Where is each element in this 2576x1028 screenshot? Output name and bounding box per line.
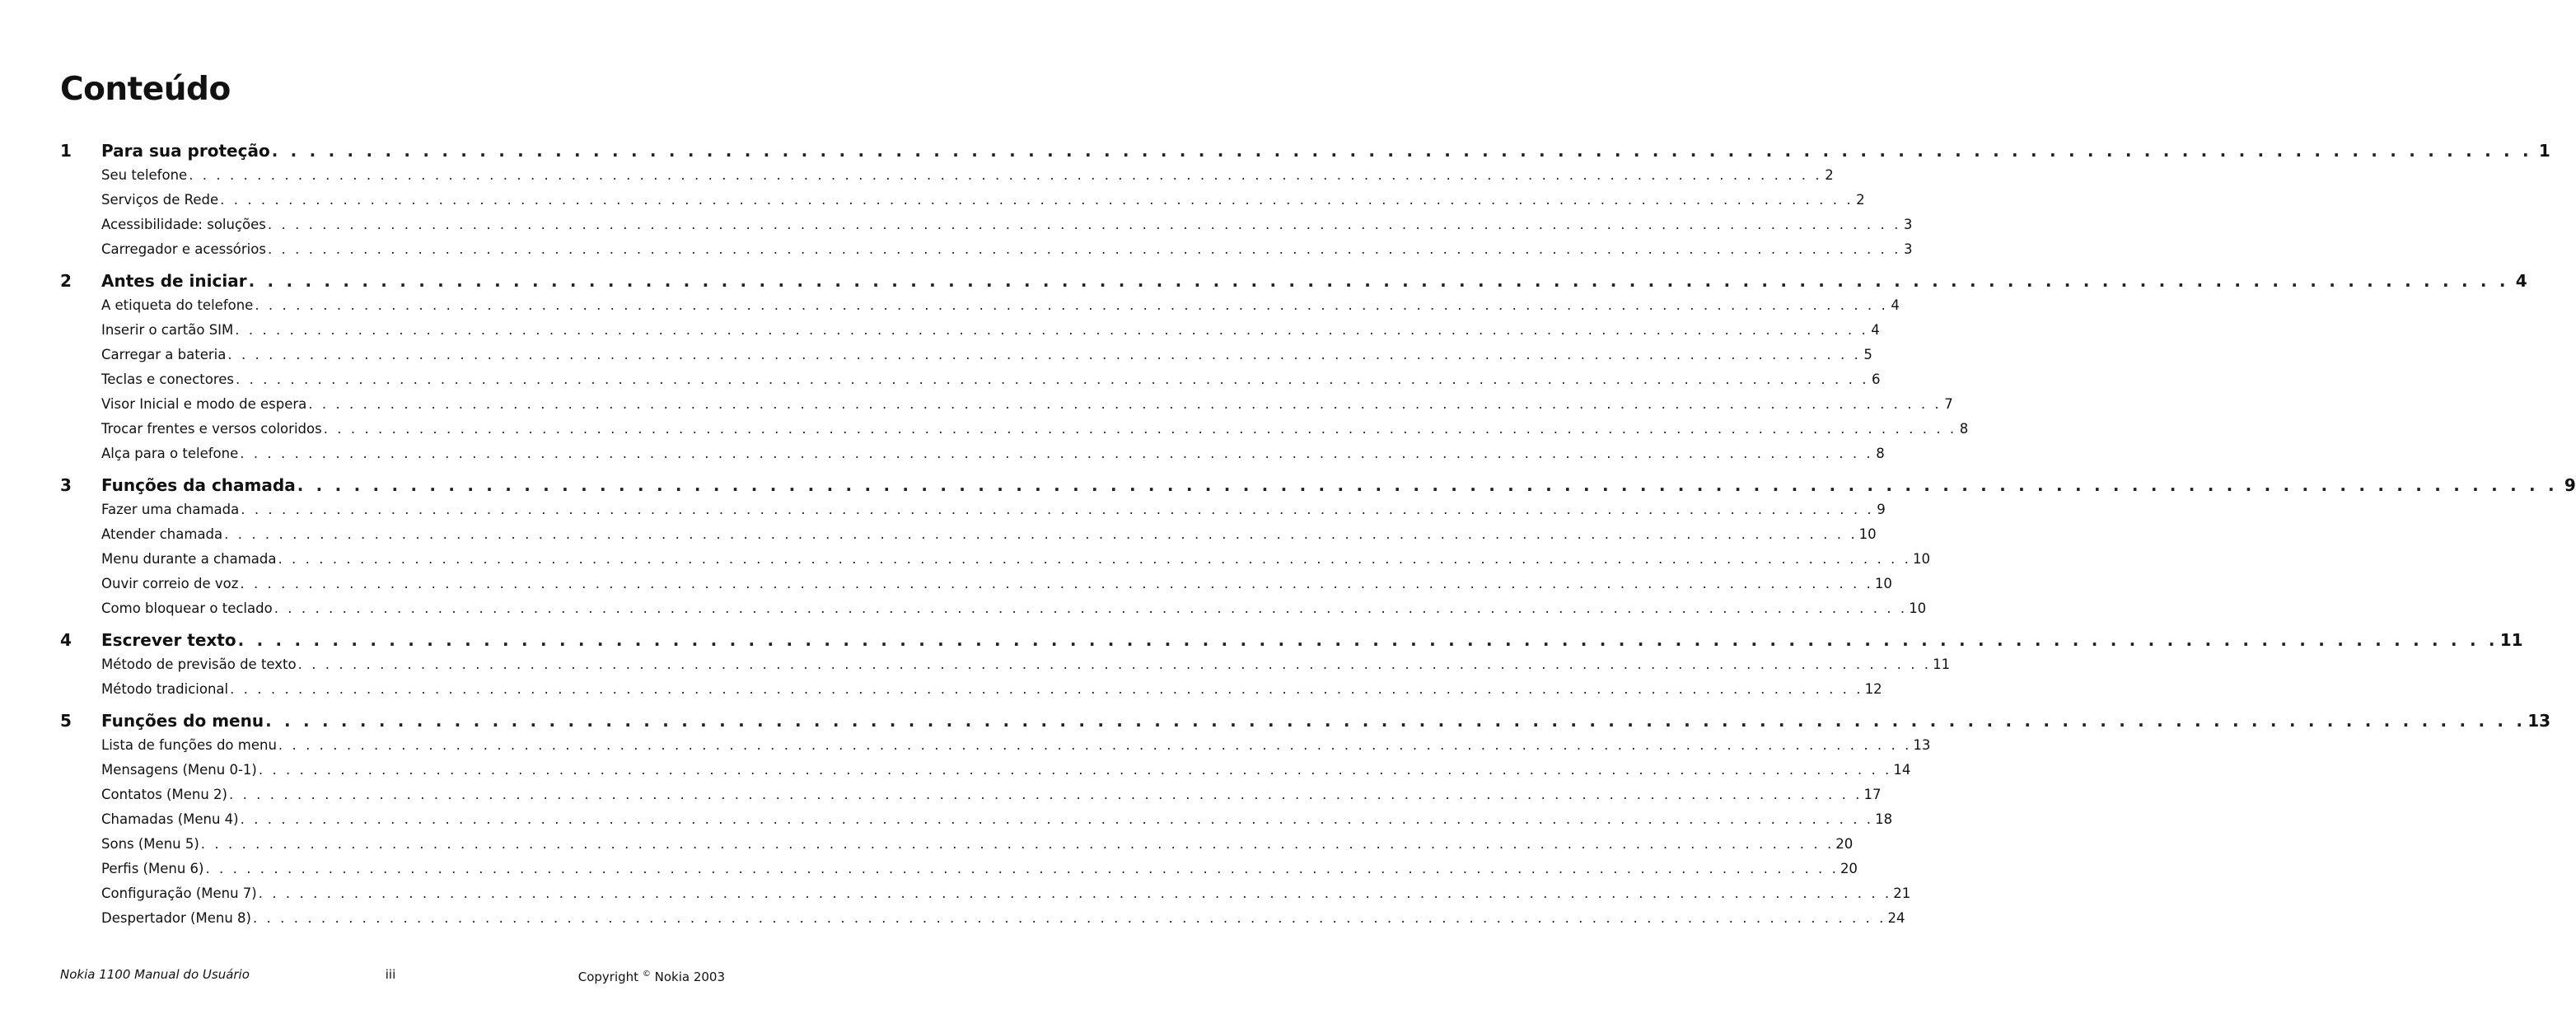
section-page: 10 — [1912, 551, 1930, 567]
toc-section-entry[interactable] — [101, 758, 1911, 783]
toc-chapter-entry[interactable] — [60, 708, 2551, 733]
section-page: 8 — [1876, 446, 1885, 461]
page-title: Conteúdo — [60, 71, 231, 108]
page-footer — [60, 965, 725, 984]
chapter-page: 9 — [2564, 475, 2576, 495]
section-title: A etiqueta do telefone — [101, 297, 254, 313]
footer-page-number: iii — [385, 967, 396, 982]
dot-leader: . . . . . . . . . . . . . . . . . . . . . . . . . . . . . . . . . . . . . . . . . . . . . . . . . . . . . . . . . . . . . . . . . . . . . . . . . . . . . . . . . . . . . . . . . . . . . . . . . . . . . . . . . . . . . . . . . . . . . . . . — [323, 421, 1957, 437]
toc-chapter-entry[interactable] — [60, 473, 2576, 498]
section-page: 4 — [1871, 322, 1880, 338]
section-title: Mensagens (Menu 0-1) — [101, 762, 257, 778]
section-title: Acessibilidade: soluções — [101, 217, 266, 232]
chapter-spacer — [0, 931, 786, 937]
toc-chapter — [0, 708, 2551, 937]
section-title: Seu telefone — [101, 167, 188, 183]
chapter-title: Para sua proteção — [101, 141, 270, 161]
section-title: Alça para o telefone — [101, 446, 239, 461]
section-title: Teclas e conectores — [101, 371, 235, 387]
toc-section-entry[interactable] — [101, 547, 1930, 572]
section-title: Contatos (Menu 2) — [101, 787, 227, 802]
section-title: Método tradicional — [101, 681, 229, 697]
dot-leader: . . . . . . . . . . . . . . . . . . . . . . . . . . . . . . . . . . . . . . . . . . . . . . . . . . . . . . . . . . . . . . . . . . . . . . . . . . . . . . . . . . . . . . . . . . . . . . . . . . . . . . . . . . . . . . . . . . . . . . . . — [265, 711, 2527, 731]
dot-leader: . . . . . . . . . . . . . . . . . . . . . . . . . . . . . . . . . . . . . . . . . . . . . . . . . . . . . . . . . . . . . . . . . . . . . . . . . . . . . . . . . . . . . . . . . . . . . . . . . . . . . . . . . . . . . . . . . . . . . . . . — [278, 737, 1912, 753]
toc-chapter — [0, 138, 2550, 269]
dot-leader: . . . . . . . . . . . . . . . . . . . . . . . . . . . . . . . . . . . . . . . . . . . . . . . . . . . . . . . . . . . . . . . . . . . . . . . . . . . . . . . . . . . . . . . . . . . . . . . . . . . . . . . . . . . . . . . . . . . . . . . . — [267, 241, 1901, 257]
dot-leader: . . . . . . . . . . . . . . . . . . . . . . . . . . . . . . . . . . . . . . . . . . . . . . . . . . . . . . . . . . . . . . . . . . . . . . . . . . . . . . . . . . . . . . . . . . . . . . . . . . . . . . . . . . . . . . . . . . . . . . . . — [205, 861, 1839, 876]
dot-leader: . . . . . . . . . . . . . . . . . . . . . . . . . . . . . . . . . . . . . . . . . . . . . . . . . . . . . . . . . . . . . . . . . . . . . . . . . . . . . . . . . . . . . . . . . . . . . . . . . . . . . . . . . . . . . . . . . . . . . . . . — [189, 167, 1822, 183]
section-page: 10 — [1858, 526, 1877, 542]
table-of-contents — [0, 138, 2576, 937]
dot-leader: . . . . . . . . . . . . . . . . . . . . . . . . . . . . . . . . . . . . . . . . . . . . . . . . . . . . . . . . . . . . . . . . . . . . . . . . . . . . . . . . . . . . . . . . . . . . . . . . . . . . . . . . . . . . . . . . . . . . . . . . — [248, 271, 2509, 291]
section-title: Atender chamada — [101, 526, 223, 542]
toc-section-entry[interactable] — [101, 392, 1953, 417]
section-page: 12 — [1864, 681, 1882, 697]
section-title: Trocar frentes e versos coloridos — [101, 421, 322, 437]
chapter-number: 5 — [60, 711, 72, 731]
copyright-label: Copyright — [577, 970, 639, 984]
toc-section-entry[interactable] — [101, 318, 1880, 343]
toc-section-entry[interactable] — [101, 188, 1865, 213]
chapter-spacer — [0, 621, 786, 628]
toc-section-entry[interactable] — [101, 677, 1882, 702]
toc-chapter — [0, 269, 2527, 473]
section-page: 21 — [1893, 885, 1911, 901]
chapter-spacer — [0, 262, 786, 269]
toc-section-entry[interactable] — [101, 906, 1905, 931]
copyright-holder: Nokia 2003 — [654, 970, 725, 984]
section-title: Visor Inicial e modo de espera — [101, 396, 307, 412]
toc-section-entry[interactable] — [101, 163, 1834, 188]
toc-section-entry[interactable] — [101, 417, 1969, 442]
toc-chapter-entry[interactable] — [60, 628, 2523, 652]
section-page: 10 — [1909, 600, 1927, 616]
chapter-page: 4 — [2515, 271, 2527, 291]
toc-chapter-entry[interactable] — [60, 138, 2550, 163]
section-page: 7 — [1944, 396, 1953, 412]
chapter-spacer — [0, 702, 786, 708]
copyright-symbol: © — [642, 970, 651, 979]
chapter-spacer — [0, 466, 786, 473]
chapter-title: Escrever texto — [101, 630, 236, 650]
section-title: Menu durante a chamada — [101, 551, 277, 567]
chapter-number: 2 — [60, 271, 72, 291]
section-page: 13 — [1913, 737, 1931, 753]
section-title: Sons (Menu 5) — [101, 836, 199, 852]
dot-leader: . . . . . . . . . . . . . . . . . . . . . . . . . . . . . . . . . . . . . . . . . . . . . . . . . . . . . . . . . . . . . . . . . . . . . . . . . . . . . . . . . . . . . . . . . . . . . . . . . . . . . . . . . . . . . . . . . . . . . . . . — [258, 762, 1892, 778]
toc-section-entry[interactable] — [101, 652, 1951, 677]
dot-leader: . . . . . . . . . . . . . . . . . . . . . . . . . . . . . . . . . . . . . . . . . . . . . . . . . . . . . . . . . . . . . . . . . . . . . . . . . . . . . . . . . . . . . . . . . . . . . . . . . . . . . . . . . . . . . . . . . . . . . . . . — [237, 630, 2499, 650]
section-page: 5 — [1863, 347, 1872, 362]
chapter-title: Antes de iniciar — [101, 271, 247, 291]
toc-section-entry[interactable] — [101, 343, 1872, 367]
section-page: 10 — [1874, 576, 1892, 591]
section-page: 24 — [1887, 910, 1905, 926]
chapter-number: 1 — [60, 141, 72, 161]
dot-leader: . . . . . . . . . . . . . . . . . . . . . . . . . . . . . . . . . . . . . . . . . . . . . . . . . . . . . . . . . . . . . . . . . . . . . . . . . . . . . . . . . . . . . . . . . . . . . . . . . . . . . . . . . . . . . . . . . . . . . . . . — [224, 526, 1858, 542]
section-page: 3 — [1903, 217, 1913, 232]
chapter-title: Funções da chamada — [101, 475, 296, 495]
section-title: Fazer uma chamada — [101, 502, 240, 517]
section-page: 4 — [1891, 297, 1900, 313]
toc-section-entry[interactable] — [101, 213, 1913, 237]
toc-section-entry[interactable] — [101, 522, 1877, 547]
dot-leader: . . . . . . . . . . . . . . . . . . . . . . . . . . . . . . . . . . . . . . . . . . . . . . . . . . . . . . . . . . . . . . . . . . . . . . . . . . . . . . . . . . . . . . . . . . . . . . . . . . . . . . . . . . . . . . . . . . . . . . . . — [258, 885, 1892, 901]
toc-section-entry[interactable] — [101, 832, 1854, 857]
dot-leader: . . . . . . . . . . . . . . . . . . . . . . . . . . . . . . . . . . . . . . . . . . . . . . . . . . . . . . . . . . . . . . . . . . . . . . . . . . . . . . . . . . . . . . . . . . . . . . . . . . . . . . . . . . . . . . . . . . . . . . . . — [241, 502, 1874, 517]
toc-section-entry[interactable] — [101, 733, 1931, 758]
section-page: 17 — [1863, 787, 1882, 802]
dot-leader: . . . . . . . . . . . . . . . . . . . . . . . . . . . . . . . . . . . . . . . . . . . . . . . . . . . . . . . . . . . . . . . . . . . . . . . . . . . . . . . . . . . . . . . . . . . . . . . . . . . . . . . . . . . . . . . . . . . . . . . . — [240, 811, 1874, 827]
section-title: Lista de funções do menu — [101, 737, 277, 753]
dot-leader: . . . . . . . . . . . . . . . . . . . . . . . . . . . . . . . . . . . . . . . . . . . . . . . . . . . . . . . . . . . . . . . . . . . . . . . . . . . . . . . . . . . . . . . . . . . . . . . . . . . . . . . . . . . . . . . . . . . . . . . . — [200, 836, 1835, 852]
chapter-title: Funções do menu — [101, 711, 264, 731]
section-page: 14 — [1893, 762, 1911, 778]
toc-section-entry[interactable] — [101, 783, 1882, 807]
footer-manual-title: Nokia 1100 Manual do Usuário — [60, 967, 250, 982]
section-title: Ouvir correio de voz — [101, 576, 239, 591]
section-page: 2 — [1856, 192, 1865, 208]
toc-section-entry[interactable] — [101, 498, 1886, 522]
section-title: Carregar a bateria — [101, 347, 227, 362]
section-page: 8 — [1959, 421, 1969, 437]
dot-leader: . . . . . . . . . . . . . . . . . . . . . . . . . . . . . . . . . . . . . . . . . . . . . . . . . . . . . . . . . . . . . . . . . . . . . . . . . . . . . . . . . . . . . . . . . . . . . . . . . . . . . . . . . . . . . . . . . . . . . . . . — [273, 600, 1908, 616]
chapter-page: 11 — [2499, 630, 2523, 650]
dot-leader: . . . . . . . . . . . . . . . . . . . . . . . . . . . . . . . . . . . . . . . . . . . . . . . . . . . . . . . . . . . . . . . . . . . . . . . . . . . . . . . . . . . . . . . . . . . . . . . . . . . . . . . . . . . . . . . . . . . . . . . . — [236, 371, 1869, 387]
section-title: Despertador (Menu 8) — [101, 910, 251, 926]
dot-leader: . . . . . . . . . . . . . . . . . . . . . . . . . . . . . . . . . . . . . . . . . . . . . . . . . . . . . . . . . . . . . . . . . . . . . . . . . . . . . . . . . . . . . . . . . . . . . . . . . . . . . . . . . . . . . . . . . . . . . . . . — [235, 322, 1868, 338]
chapter-page: 1 — [2538, 141, 2550, 161]
dot-leader: . . . . . . . . . . . . . . . . . . . . . . . . . . . . . . . . . . . . . . . . . . . . . . . . . . . . . . . . . . . . . . . . . . . . . . . . . . . . . . . . . . . . . . . . . . . . . . . . . . . . . . . . . . . . . . . . . . . . . . . . — [228, 787, 1863, 802]
toc-chapter-entry[interactable] — [60, 269, 2527, 293]
chapter-number: 3 — [60, 475, 72, 495]
dot-leader: . . . . . . . . . . . . . . . . . . . . . . . . . . . . . . . . . . . . . . . . . . . . . . . . . . . . . . . . . . . . . . . . . . . . . . . . . . . . . . . . . . . . . . . . . . . . . . . . . . . . . . . . . . . . . . . . . . . . . . . . — [227, 347, 1861, 362]
toc-section-entry[interactable] — [101, 807, 1893, 832]
section-title: Configuração (Menu 7) — [101, 885, 257, 901]
toc-section-entry[interactable] — [101, 442, 1885, 466]
dot-leader: . . . . . . . . . . . . . . . . . . . . . . . . . . . . . . . . . . . . . . . . . . . . . . . . . . . . . . . . . . . . . . . . . . . . . . . . . . . . . . . . . . . . . . . . . . . . . . . . . . . . . . . . . . . . . . . . . . . . . . . . — [267, 217, 1901, 232]
dot-leader: . . . . . . . . . . . . . . . . . . . . . . . . . . . . . . . . . . . . . . . . . . . . . . . . . . . . . . . . . . . . . . . . . . . . . . . . . . . . . . . . . . . . . . . . . . . . . . . . . . . . . . . . . . . . . . . . . . . . . . . . — [297, 657, 1932, 672]
toc-section-entry[interactable] — [101, 881, 1911, 906]
section-title: Inserir o cartão SIM — [101, 322, 234, 338]
toc-section-entry[interactable] — [101, 572, 1892, 596]
dot-leader: . . . . . . . . . . . . . . . . . . . . . . . . . . . . . . . . . . . . . . . . . . . . . . . . . . . . . . . . . . . . . . . . . . . . . . . . . . . . . . . . . . . . . . . . . . . . . . . . . . . . . . . . . . . . . . . . . . . . . . . . — [255, 297, 1888, 313]
dot-leader: . . . . . . . . . . . . . . . . . . . . . . . . . . . . . . . . . . . . . . . . . . . . . . . . . . . . . . . . . . . . . . . . . . . . . . . . . . . . . . . . . . . . . . . . . . . . . . . . . . . . . . . . . . . . . . . . . . . . . . . . — [220, 192, 1854, 208]
chapter-number: 4 — [60, 630, 72, 650]
section-page: 9 — [1877, 502, 1886, 517]
section-title: Carregador e acessórios — [101, 241, 266, 257]
dot-leader: . . . . . . . . . . . . . . . . . . . . . . . . . . . . . . . . . . . . . . . . . . . . . . . . . . . . . . . . . . . . . . . . . . . . . . . . . . . . . . . . . . . . . . . . . . . . . . . . . . . . . . . . . . . . . . . . . . . . . . . . — [297, 475, 2558, 495]
dot-leader: . . . . . . . . . . . . . . . . . . . . . . . . . . . . . . . . . . . . . . . . . . . . . . . . . . . . . . . . . . . . . . . . . . . . . . . . . . . . . . . . . . . . . . . . . . . . . . . . . . . . . . . . . . . . . . . . . . . . . . . . — [271, 141, 2532, 161]
section-page: 11 — [1933, 657, 1951, 672]
dot-leader: . . . . . . . . . . . . . . . . . . . . . . . . . . . . . . . . . . . . . . . . . . . . . . . . . . . . . . . . . . . . . . . . . . . . . . . . . . . . . . . . . . . . . . . . . . . . . . . . . . . . . . . . . . . . . . . . . . . . . . . . — [240, 576, 1873, 591]
dot-leader: . . . . . . . . . . . . . . . . . . . . . . . . . . . . . . . . . . . . . . . . . . . . . . . . . . . . . . . . . . . . . . . . . . . . . . . . . . . . . . . . . . . . . . . . . . . . . . . . . . . . . . . . . . . . . . . . . . . . . . . . — [230, 681, 1863, 697]
chapter-page: 13 — [2527, 711, 2551, 731]
section-title: Método de previsão de texto — [101, 657, 297, 672]
section-page: 18 — [1875, 811, 1893, 827]
section-page: 2 — [1825, 167, 1834, 183]
dot-leader: . . . . . . . . . . . . . . . . . . . . . . . . . . . . . . . . . . . . . . . . . . . . . . . . . . . . . . . . . . . . . . . . . . . . . . . . . . . . . . . . . . . . . . . . . . . . . . . . . . . . . . . . . . . . . . . . . . . . . . . . — [278, 551, 1911, 567]
dot-leader: . . . . . . . . . . . . . . . . . . . . . . . . . . . . . . . . . . . . . . . . . . . . . . . . . . . . . . . . . . . . . . . . . . . . . . . . . . . . . . . . . . . . . . . . . . . . . . . . . . . . . . . . . . . . . . . . . . . . . . . . — [240, 446, 1873, 461]
toc-section-entry[interactable] — [101, 237, 1913, 262]
section-title: Serviços de Rede — [101, 192, 219, 208]
dot-leader: . . . . . . . . . . . . . . . . . . . . . . . . . . . . . . . . . . . . . . . . . . . . . . . . . . . . . . . . . . . . . . . . . . . . . . . . . . . . . . . . . . . . . . . . . . . . . . . . . . . . . . . . . . . . . . . . . . . . . . . . — [308, 396, 1942, 412]
section-page: 20 — [1835, 836, 1854, 852]
section-page: 3 — [1903, 241, 1913, 257]
toc-section-entry[interactable] — [101, 293, 1900, 318]
section-title: Perfis (Menu 6) — [101, 861, 204, 876]
section-title: Como bloquear o teclado — [101, 600, 273, 616]
section-title: Chamadas (Menu 4) — [101, 811, 239, 827]
section-page: 20 — [1840, 861, 1858, 876]
toc-section-entry[interactable] — [101, 857, 1858, 881]
toc-section-entry[interactable] — [101, 596, 1927, 621]
dot-leader: . . . . . . . . . . . . . . . . . . . . . . . . . . . . . . . . . . . . . . . . . . . . . . . . . . . . . . . . . . . . . . . . . . . . . . . . . . . . . . . . . . . . . . . . . . . . . . . . . . . . . . . . . . . . . . . . . . . . . . . . — [252, 910, 1886, 926]
toc-chapter — [0, 628, 2523, 708]
section-page: 6 — [1872, 371, 1881, 387]
toc-section-entry[interactable] — [101, 367, 1881, 392]
toc-chapter — [0, 473, 2576, 628]
footer-copyright — [578, 965, 725, 986]
